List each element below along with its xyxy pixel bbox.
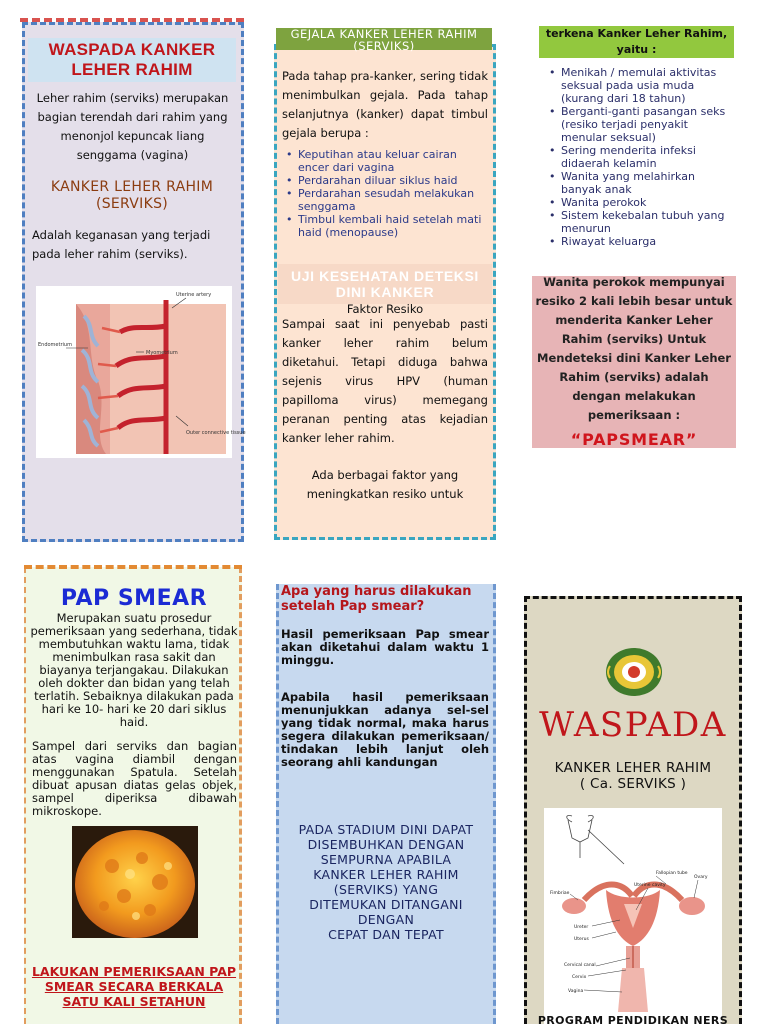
- cover-subtitle-code: ( Ca. SERVIKS ): [579, 776, 687, 792]
- papsmear-procedure: Sampel dari serviks dan bagian atas vagina diambil dengan menggunakan Spatula. Setelah dibuat apusan diatas gelas objek, sampel diperiksa dibawah mikroskope.: [32, 739, 237, 818]
- panel-intro-text: Leher rahim (serviks) merupakan bagian terendah dari rahim yang menonjol kepuncak liang senggama (vagina): [36, 91, 229, 162]
- cover-title: WASPADA: [539, 705, 727, 745]
- papsmear-description: Merupakan suatu prosedur pemeriksaan yang sederhana, tidak membutuhkan waktu lama, tidak menimbulkan rasa sakit dan biayanya terjangakau. Dilakukan oleh dokter dan bidan yang telah terlatih. Sebaiknya dilakukan pada hari ke 10- hari ke 20 dari siklus haid.: [30, 611, 238, 729]
- result-timing: Hasil pemeriksaan Pap smear akan diketahui dalam waktu 1 minggu.: [281, 627, 489, 667]
- symptoms-list: [284, 148, 486, 239]
- risk-factor-item: • Wanita perokok: [547, 196, 737, 209]
- endometrium-label: Endometrium: [38, 342, 72, 348]
- reproductive-anatomy-illustration: [544, 808, 722, 1024]
- symptom-item: • Keputihan atau keluar cairan encer dari vagina: [284, 148, 486, 174]
- panel-intro-definition: Adalah keganasan yang terjadi pada leher rahim (serviks).: [32, 228, 211, 261]
- papsmear-reminder: LAKUKAN PEMERIKSAAN PAP SMEAR SECARA BERKALA SATU KALI SETAHUN: [31, 964, 237, 1009]
- papsmear-title: PAP SMEAR: [60, 586, 208, 611]
- microscope-sample-photo: [72, 826, 198, 938]
- papsmear-callout: “PAPSMEAR”: [570, 430, 698, 449]
- myometrium-label: Myometrium: [146, 350, 178, 356]
- risk-factor-item: • Menikah / memulai aktivitas seksual pada usia muda (kurang dari 18 tahun): [547, 66, 737, 105]
- ovary-label: Ovary: [694, 875, 708, 880]
- risk-factor-item: • Wanita yang melahirkan banyak anak: [547, 170, 737, 196]
- symptoms-intro: Pada tahap pra-kanker, sering tidak menimbulkan gejala. Pada tahap selanjutnya (kanker) dapat timbul gejala berupa :: [282, 69, 488, 140]
- fimbriae-label: Fimbriae: [550, 891, 570, 896]
- abnormal-result-advice: Apabila hasil pemeriksaan menunjukkan adanya sel-sel yang tidak normal, maka harus segera dilakukan pemeriksaan/ tindakan lebih lanjut oleh seorang ahli kandungan: [281, 690, 489, 769]
- symptom-item: • Timbul kembali haid setelah mati haid (menopause): [284, 213, 486, 239]
- cervical-canal-label: Cervical canal: [564, 963, 596, 968]
- risk-factors-header: terkena Kanker Leher Rahim, yaitu :: [539, 26, 734, 58]
- uterine-artery-label: Uterine artery: [176, 292, 212, 298]
- risk-factors-list: [547, 66, 737, 248]
- screening-heading: UJI KESEHATAN DETEKSI DINI KANKER: [291, 268, 479, 300]
- cover-subtitle: KANKER LEHER RAHIM: [554, 760, 712, 776]
- symptom-item: • Perdarahan diluar siklus haid: [284, 174, 486, 187]
- panel-papsmear-top-border: [24, 565, 242, 569]
- ureter-label: Ureter: [574, 925, 589, 930]
- panel-symptoms-header: GEJALA KANKER LEHER RAHIM (SERVIKS): [276, 28, 492, 50]
- program-footer: PROGRAM PENDIDIKAN NERS: [537, 1014, 729, 1027]
- risk-factor-item: • Sering menderita infeksi didaerah kelamin: [547, 144, 737, 170]
- fallopian-tube-label: Fallopian tube: [656, 871, 688, 876]
- uterine-wall-illustration: [36, 286, 246, 458]
- risk-closing: Ada berbagai faktor yang meningkatkan resiko untuk: [306, 468, 464, 501]
- after-papsmear-question: Apa yang harus dilakukan setelah Pap smear?: [281, 584, 472, 614]
- risk-factor-item: • Berganti-ganti pasangan seks (resiko terjadi penyakit menular seksual): [547, 105, 737, 144]
- risk-heading: Faktor Resiko: [346, 302, 424, 316]
- panel-intro-subtitle: KANKER LEHER RAHIM (SERVIKS): [50, 179, 214, 212]
- risk-factor-item: • Sistem kekebalan tubuh yang menurun: [547, 209, 737, 235]
- panel-intro-top-border: [20, 18, 244, 28]
- risk-text: Sampai saat ini penyebab pasti kanker leher rahim belum diketahui. Tetapi diduga bahwa sejenis virus HPV (human papilloma virus) memegang peranan penting atas kejadian kanker leher rahim.: [282, 317, 488, 445]
- uterine-cavity-label: Uterine cavity: [634, 883, 666, 888]
- cervix-label: Cervix: [572, 975, 587, 980]
- institution-crest-logo: [604, 646, 664, 698]
- uterus-label: Uterus: [574, 937, 589, 942]
- outer-tissue-label: Outer connective tissue: [186, 430, 246, 436]
- smoker-risk-text: Wanita perokok mempunyai resiko 2 kali lebih besar untuk menderita Kanker Leher Rahim (serviks) Untuk Mendeteksi dini Kanker Leher Rahim (serviks) adalah dengan melakukan pemeriksaan :: [535, 275, 733, 422]
- panel-intro-title: WASPADA KANKER LEHER RAHIM: [48, 40, 216, 79]
- symptom-item: • Perdarahan sesudah melakukan senggama: [284, 187, 486, 213]
- early-stage-message: PADA STADIUM DINI DAPAT DISEMBUHKAN DENGAN SEMPURNA APABILA KANKER LEHER RAHIM (SERVIKS) YANG DITEMUKAN DITANGANI DENGAN CEPAT DAN TEPAT: [298, 822, 474, 942]
- vagina-label: Vagina: [568, 989, 584, 994]
- risk-factor-item: • Riwayat keluarga: [547, 235, 737, 248]
